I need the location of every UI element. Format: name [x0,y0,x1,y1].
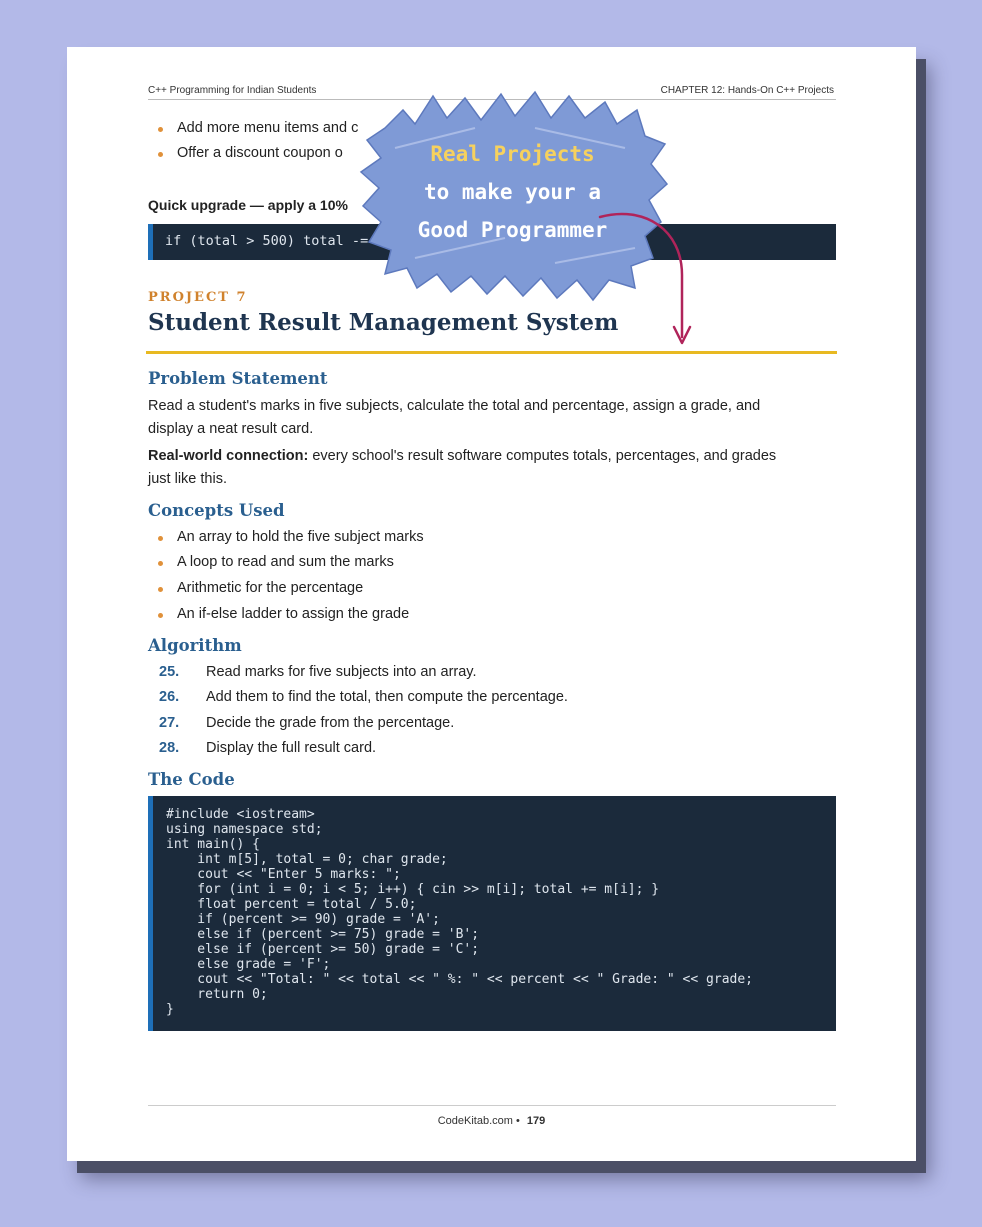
curved-arrow-icon [590,205,700,350]
code-line: if (percent >= 90) grade = 'A'; [166,912,440,927]
real-world-label: Real-world connection: [148,448,309,464]
step-text: Read marks for five subjects into an array. [206,664,477,680]
concept-item: Arithmetic for the percentage [177,580,364,596]
code-line: cout << "Enter 5 marks: "; [166,867,401,882]
title-underline [146,351,837,354]
code-line: else grade = 'F'; [166,957,331,972]
code-line: using namespace std; [166,822,323,837]
real-world-text: every school's result software computes totals, percentages, and grades [308,448,777,464]
code-line: int main() { [166,837,260,852]
algorithm-heading: Algorithm [148,636,242,655]
code-listing [166,807,753,1017]
step-text: Display the full result card. [206,740,377,756]
callout-line-3: Good Programmer [417,218,608,242]
concept-item: A loop to read and sum the marks [177,554,394,570]
upgrade-code: if (total > 500) total -= [165,233,369,249]
callout-line-1: Real Projects [430,142,595,166]
bullet-dot [158,127,163,132]
concept-item: An if-else ladder to assign the grade [177,606,410,622]
step-text: Decide the grade from the percentage. [206,715,455,731]
running-header-right: CHAPTER 12: Hands-On C++ Projects [660,85,834,96]
real-world-line-1 [148,448,776,464]
footer-site: CodeKitab.com [437,1115,513,1127]
code-block [148,796,836,1031]
step-number: 25. [159,664,180,680]
bullet-dot [158,587,163,592]
code-line: #include <iostream> [166,807,315,822]
problem-heading: Problem Statement [148,369,328,388]
footer-bullet: • [516,1115,520,1127]
problem-line-1: Read a student's marks in five subjects, calculate the total and percentage, assign a grade, and [148,398,761,414]
code-heading: The Code [148,770,235,789]
bullet-dot [158,152,163,157]
upgrade-label: Quick upgrade — apply a 10% [148,197,348,213]
code-line: for (int i = 0; i < 5; i++) { cin >> m[i]; total += m[i]; } [166,882,660,897]
bullet-dot [158,613,163,618]
bullet-dot [158,561,163,566]
bullet-dot [158,536,163,541]
problem-line-2: display a neat result card. [148,421,314,437]
callout-line-2: to make your a [423,180,601,204]
code-line: int m[5], total = 0; char grade; [166,852,448,867]
code-line: return 0; [166,987,268,1002]
code-line: } [166,1002,174,1017]
project-label: PROJECT 7 [148,290,248,305]
step-number: 28. [159,740,180,756]
code-line: float percent = total / 5.0; [166,897,417,912]
step-number: 27. [159,715,180,731]
code-line: else if (percent >= 75) grade = 'B'; [166,927,480,942]
top-bullet-1: Add more menu items and c [177,120,359,136]
step-text: Add them to find the total, then compute the percentage. [206,689,568,705]
page-number: 179 [526,1115,546,1127]
code-line: cout << "Total: " << total << " %: " << percent << " Grade: " << grade; [166,972,753,987]
top-bullet-2: Offer a discount coupon o [177,145,343,161]
concept-item: An array to hold the five subject marks [177,529,424,545]
page-footer [67,1115,916,1127]
real-world-line-2: just like this. [148,471,227,487]
footer-divider [148,1105,836,1106]
project-title: Student Result Management System [148,309,619,336]
concepts-heading: Concepts Used [148,501,285,520]
running-header-left: C++ Programming for Indian Students [148,85,317,96]
step-number: 26. [159,689,180,705]
code-line: else if (percent >= 50) grade = 'C'; [166,942,480,957]
